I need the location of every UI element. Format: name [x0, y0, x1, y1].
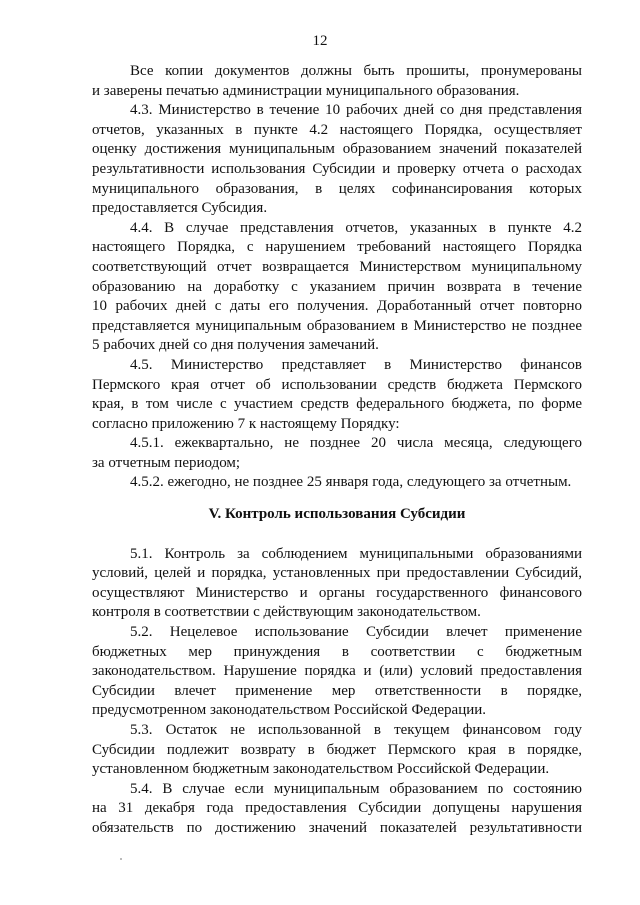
- paragraph-line: муниципального образования, в целях софинансирования которых: [92, 180, 582, 197]
- paragraph-line: обязательств по достижению значений показателей результативности: [92, 819, 582, 836]
- paragraphs-after-heading: [92, 545, 582, 839]
- paragraph-line: соответствующий отчет возвращается Министерством муниципальному: [92, 258, 582, 275]
- paragraph-line: Субсидии подлежит возврату в бюджет Пермского края в порядке,: [92, 741, 582, 758]
- paragraph-line: контроля в соответствии с действующим законодательством.: [92, 604, 481, 621]
- paragraph-line: условий, целей и порядка, установленных при предоставлении Субсидий,: [92, 565, 582, 582]
- paragraph-line: 5.1. Контроль за соблюдением муниципальными образованиями: [130, 545, 582, 562]
- paragraph-line: оценку достижения муниципальным образованием значений показателей: [92, 141, 582, 158]
- paragraph-line: края, в том числе с участием средств федерального бюджета, по форме: [92, 396, 582, 413]
- paragraph-p-5-4: [92, 780, 582, 839]
- paragraph-p-5-2: [92, 623, 582, 721]
- paragraph-line: предусмотренном законодательством Российской Федерации.: [92, 702, 487, 719]
- paragraph-line: 5 рабочих дней со дня получения замечаний.: [92, 337, 379, 354]
- paragraph-line: 5.2. Нецелевое использование Субсидии влечет применение: [130, 624, 582, 641]
- paragraph-p-4-4: [92, 219, 582, 356]
- paragraph-line: бюджетных мер принуждения в соответствии с бюджетным: [92, 643, 582, 660]
- paragraph-line: и заверены печатью администрации муниципального образования.: [92, 82, 520, 99]
- paragraph-p-5-1: [92, 545, 582, 623]
- paragraph-line: Субсидии влечет применение мер ответственности в порядке,: [92, 682, 582, 699]
- section-heading: V. Контроль использования Субсидии: [208, 506, 466, 523]
- paragraph-p-4-5-2: [92, 473, 582, 493]
- paragraph-line: 10 рабочих дней с даты его получения. Доработанный отчет повторно: [92, 298, 582, 315]
- paragraph-line: на 31 декабря года предоставления Субсидии допущены нарушения: [92, 800, 582, 817]
- paragraph-line: 4.3. Министерство в течение 10 рабочих дней со дня представления: [130, 102, 582, 119]
- paragraph-line: 4.5.1. ежеквартально, не позднее 20 числа месяца, следующего: [130, 435, 582, 452]
- paragraph-p-5-3: [92, 721, 582, 780]
- paragraph-line: Все копии документов должны быть прошиты, пронумерованы: [130, 63, 582, 79]
- paragraph-line: установленном бюджетным законодательством Российской Федерации.: [92, 761, 550, 778]
- paragraph-line: за отчетным периодом;: [92, 454, 241, 471]
- paragraphs-before-heading: [92, 62, 582, 493]
- paragraph-line: настоящего Порядка, с нарушением требований настоящего Порядка: [92, 239, 582, 256]
- paragraph-line: предоставляется Субсидия.: [92, 200, 268, 217]
- scan-speck: [120, 858, 122, 860]
- paragraph-line: 5.3. Остаток не использованной в текущем финансовом году: [130, 722, 582, 738]
- paragraph-p-copies: [92, 62, 582, 101]
- paragraph-line: 4.4. В случае представления отчетов, указанных в пункте 4.2: [130, 219, 582, 236]
- paragraph-line: Пермского края отчет об использовании средств бюджета Пермского: [92, 376, 582, 393]
- paragraph-line: 4.5. Министерство представляет в Министерство финансов: [130, 356, 582, 373]
- paragraph-line: представляется муниципальным образованием в Министерство не позднее: [92, 317, 582, 334]
- paragraph-line: образованию на доработку с указанием причин возврата в течение: [92, 278, 582, 295]
- paragraph-p-4-5-1: [92, 434, 582, 473]
- paragraph-p-4-5: [92, 356, 582, 434]
- paragraph-p-4-3: [92, 101, 582, 219]
- paragraph-line: 5.4. В случае если муниципальным образованием по состоянию: [130, 780, 582, 797]
- paragraph-line: результативности использования Субсидии и проверку отчета о расходах: [92, 160, 582, 177]
- paragraph-line: 4.5.2. ежегодно, не позднее 25 января года, следующего за отчетным.: [130, 474, 572, 491]
- document-body: [92, 62, 582, 839]
- paragraph-line: согласно приложению 7 к настоящему Порядку:: [92, 415, 400, 432]
- paragraph-line: законодательством. Нарушение порядка и (или) условий предоставления: [92, 663, 582, 680]
- paragraph-line: отчетов, указанных в пункте 4.2 настоящего Порядка, осуществляет: [92, 121, 582, 138]
- page-number: 12: [312, 33, 328, 49]
- paragraph-line: осуществляют Министерство и органы государственного финансового: [92, 584, 582, 601]
